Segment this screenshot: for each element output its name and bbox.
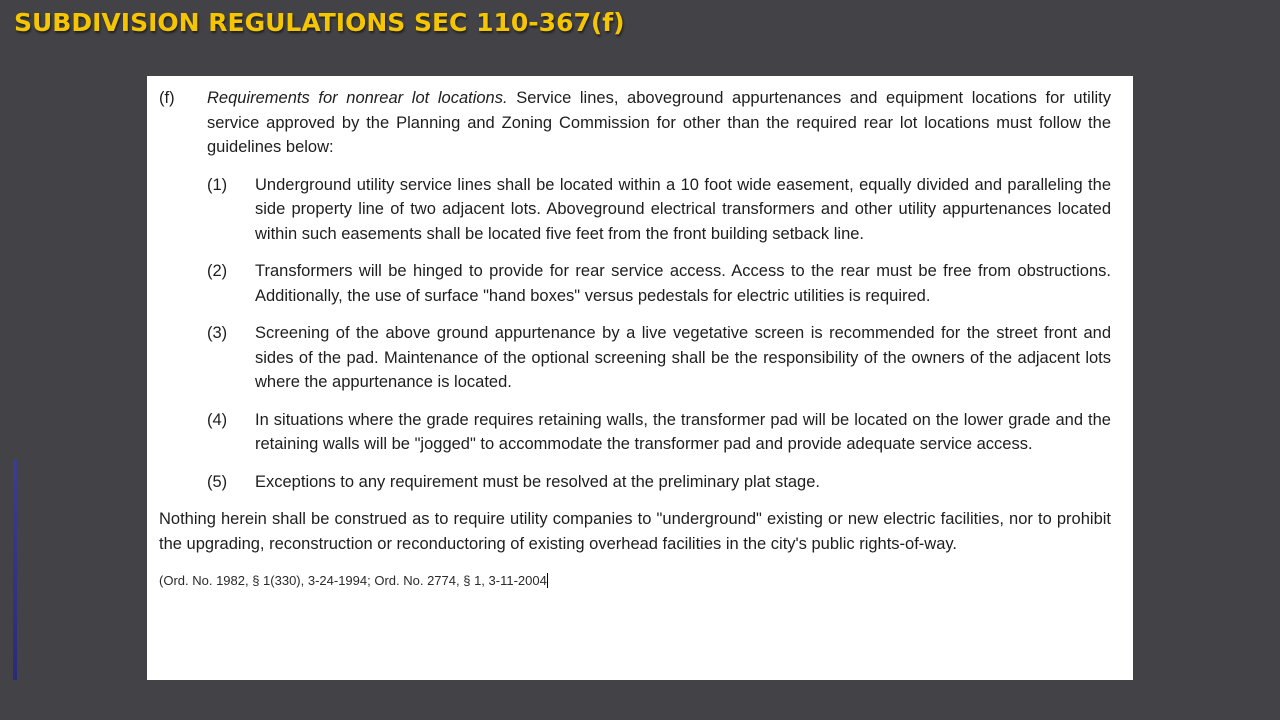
list-item bbox=[207, 321, 1111, 395]
list-item bbox=[207, 408, 1111, 457]
clause-marker: (f) bbox=[159, 89, 175, 107]
text-cursor bbox=[547, 573, 548, 588]
ordinance-history bbox=[159, 572, 1111, 590]
closing-paragraph: Nothing herein shall be construed as to require utility companies to "underground" existing or new electric facilities, nor to prohibit the upgrading, reconstruction or reconductoring of existing overhead facilities in the city's public rights-of-way. bbox=[159, 510, 1111, 553]
slide-title: SUBDIVISION REGULATIONS SEC 110-367(f) bbox=[14, 8, 625, 37]
accent-bar bbox=[13, 460, 17, 680]
clause-heading: Requirements for nonrear lot locations. bbox=[207, 89, 508, 107]
item-text: Screening of the above ground appurtenance by a live vegetative screen is recommended for the street front and sides of the pad. Maintenance of the optional screening shall be the responsibility of the owners of the adjacent lots where the appurtenance is located. bbox=[255, 324, 1111, 391]
clause-intro: Service lines, aboveground appurtenances and equipment locations for utility service approved by the Planning and Zoning Commission for other than the required rear lot locations must follow the guidelines below: bbox=[207, 89, 1112, 156]
item-number: (2) bbox=[207, 262, 228, 280]
list-item bbox=[207, 470, 1111, 495]
item-number: (4) bbox=[207, 410, 228, 429]
item-number: (1) bbox=[207, 175, 228, 194]
item-text: Underground utility service lines shall be located within a 10 foot wide easement, equally divided and paralleling the side property line of two adjacent lots. Aboveground electrical transformers and other utility appurtenances located within such easements shall be located five feet from the front building setback line. bbox=[255, 175, 1111, 243]
ordinance-history-text: (Ord. No. 1982, § 1(330), 3-24-1994; Ord. No. 2774, § 1, 3-11-2004 bbox=[159, 573, 547, 588]
item-text: In situations where the grade requires retaining walls, the transformer pad will be located on the lower grade and the retaining walls will be "jogged" to accommodate the transformer pad and provide adequate service access. bbox=[255, 410, 1111, 453]
clause-body bbox=[207, 86, 1111, 160]
document-page bbox=[147, 76, 1133, 680]
requirement-list bbox=[207, 173, 1111, 495]
clause-f bbox=[159, 86, 1111, 160]
item-number: (5) bbox=[207, 472, 228, 491]
item-number: (3) bbox=[207, 324, 228, 342]
list-item bbox=[207, 173, 1111, 247]
item-text: Exceptions to any requirement must be resolved at the preliminary plat stage. bbox=[255, 472, 820, 491]
item-text: Transformers will be hinged to provide for rear service access. Access to the rear must be free from obstructions. Additionally, the use of surface "hand boxes" versus pedestals for electric utilities is required. bbox=[255, 262, 1111, 305]
list-item bbox=[207, 259, 1111, 308]
